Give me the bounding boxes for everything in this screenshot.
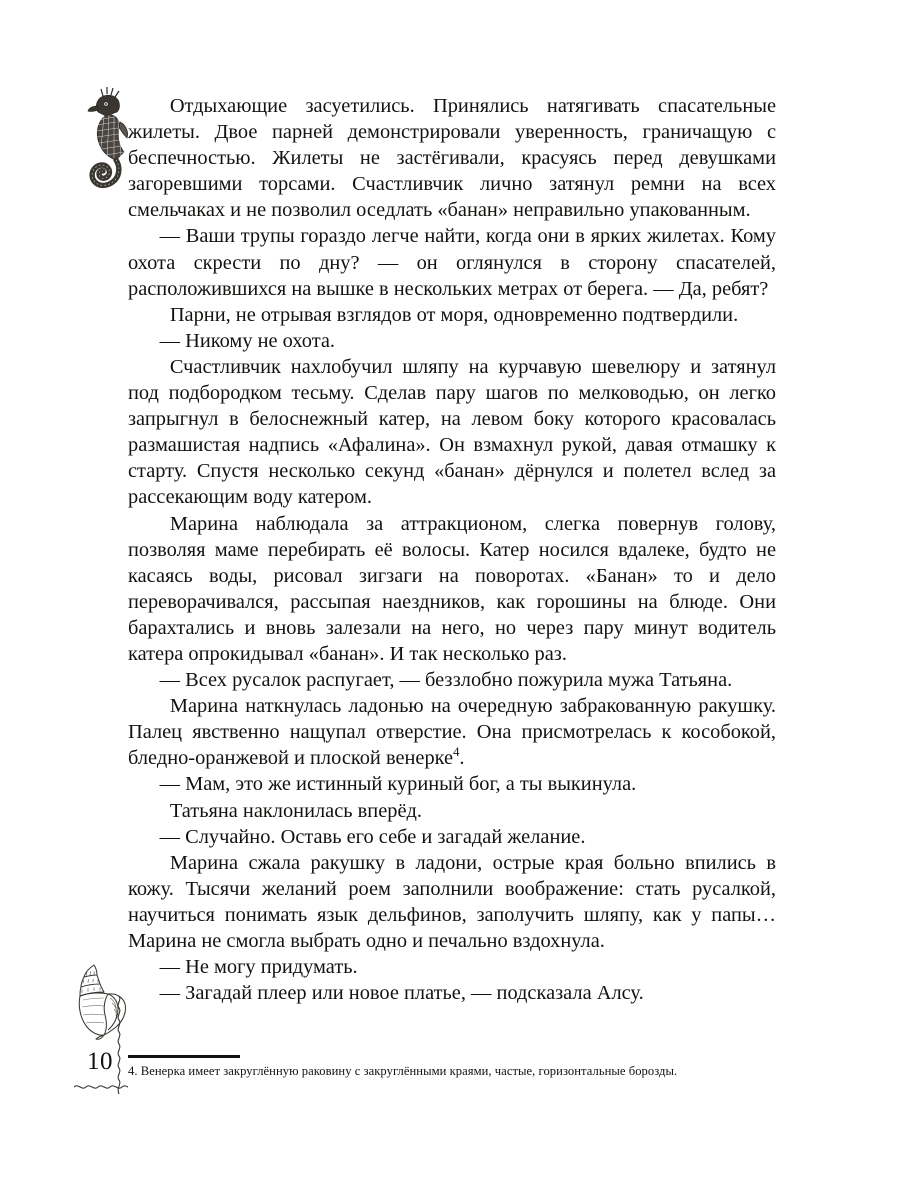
paragraph: — Случайно. Оставь его себе и загадай желание. [159, 825, 586, 848]
paragraph-text-tail: . [459, 747, 465, 770]
page-text-column [128, 93, 776, 1006]
paragraph: Татьяна наклонилась вперёд. [169, 799, 422, 822]
paragraph: — Всех русалок распугает, — беззлобно пожурила мужа Татьяна. [159, 669, 733, 692]
footnote-4: 4. Венерка имеет закруглённую раковину с закруглёнными краями, частые, горизонтальные борозды. [128, 1064, 678, 1078]
page-number: 10 [87, 1048, 113, 1075]
wavy-horizontal-rule-icon [74, 1079, 128, 1089]
paragraph: Отдыхающие засуетились. Принялись натягивать спасательные жилеты. Двое парней демонстрировали уверенность, граничащую с беспечностью. Жилеты не застёгивали, красуясь перед девушками загоревшими торсами. Счастливчик лично затянул ремни на всех смельчаках и не позволил оседлать «банан» неправильно упакованным. [128, 95, 776, 222]
paragraph: Счастливчик нахлобучил шляпу на курчавую шевелюру и затянул под подбородком тесьму. Сделав пару шагов по мелководью, он легко запрыгнул в белоснежный катер, на левом боку которого красовалась размашистая надпись «Афалина». Он взмахнул рукой, давая отмашку к старту. Спустя несколько секунд «банан» дёрнулся и полетел вслед за рассекающим воду катером. [128, 355, 776, 509]
paragraph: — Ваши трупы гораздо легче найти, когда они в ярких жилетах. Кому охота скрести по дну? — он оглянулся в сторону спасателей, расположившихся на вышке в нескольких метрах от берега. — Да, ребят? [128, 225, 776, 300]
paragraph-text: Марина наткнулась ладонью на очередную забракованную ракушку. Палец явственно нащупал отверстие. Она присмотрелась к кособокой, бледно-оранжевой и плоской венерке [128, 695, 776, 770]
paragraph-with-footnote [128, 693, 776, 771]
paragraph: — Загадай плеер или новое платье, — подсказала Алсу. [159, 982, 644, 1005]
paragraph: Марина сжала ракушку в ладони, острые края больно впились в кожу. Тысячи желаний роем заполнили воображение: стать русалкой, научиться понимать язык дельфинов, заполучить шляпу, как у папы… Марина не смогла выбрать одно и печально вздохнула. [128, 851, 776, 952]
paragraph: — Не могу придумать. [159, 956, 358, 979]
paragraph: — Никому не охота. [159, 329, 336, 352]
footnote-reference-4[interactable]: 4 [453, 745, 460, 760]
paragraph: Марина наблюдала за аттракционом, слегка повернув голову, позволяя маме перебирать её волосы. Катер носился вдалеке, будто не касаясь воды, рисовал зигзаги на поворотах. «Банан» то и дело переворачивался, рассыпая наездников, как горошины на блюде. Они барахтались и вновь залезали на него, но через пару минут водитель катера опрокидывал «банан». И так несколько раз. [128, 512, 776, 665]
footnote-separator [128, 1055, 240, 1058]
paragraph: Парни, не отрывая взглядов от моря, одновременно подтвердили. [169, 303, 739, 326]
paragraph: — Мам, это же истинный куриный бог, а ты выкинула. [159, 773, 637, 796]
